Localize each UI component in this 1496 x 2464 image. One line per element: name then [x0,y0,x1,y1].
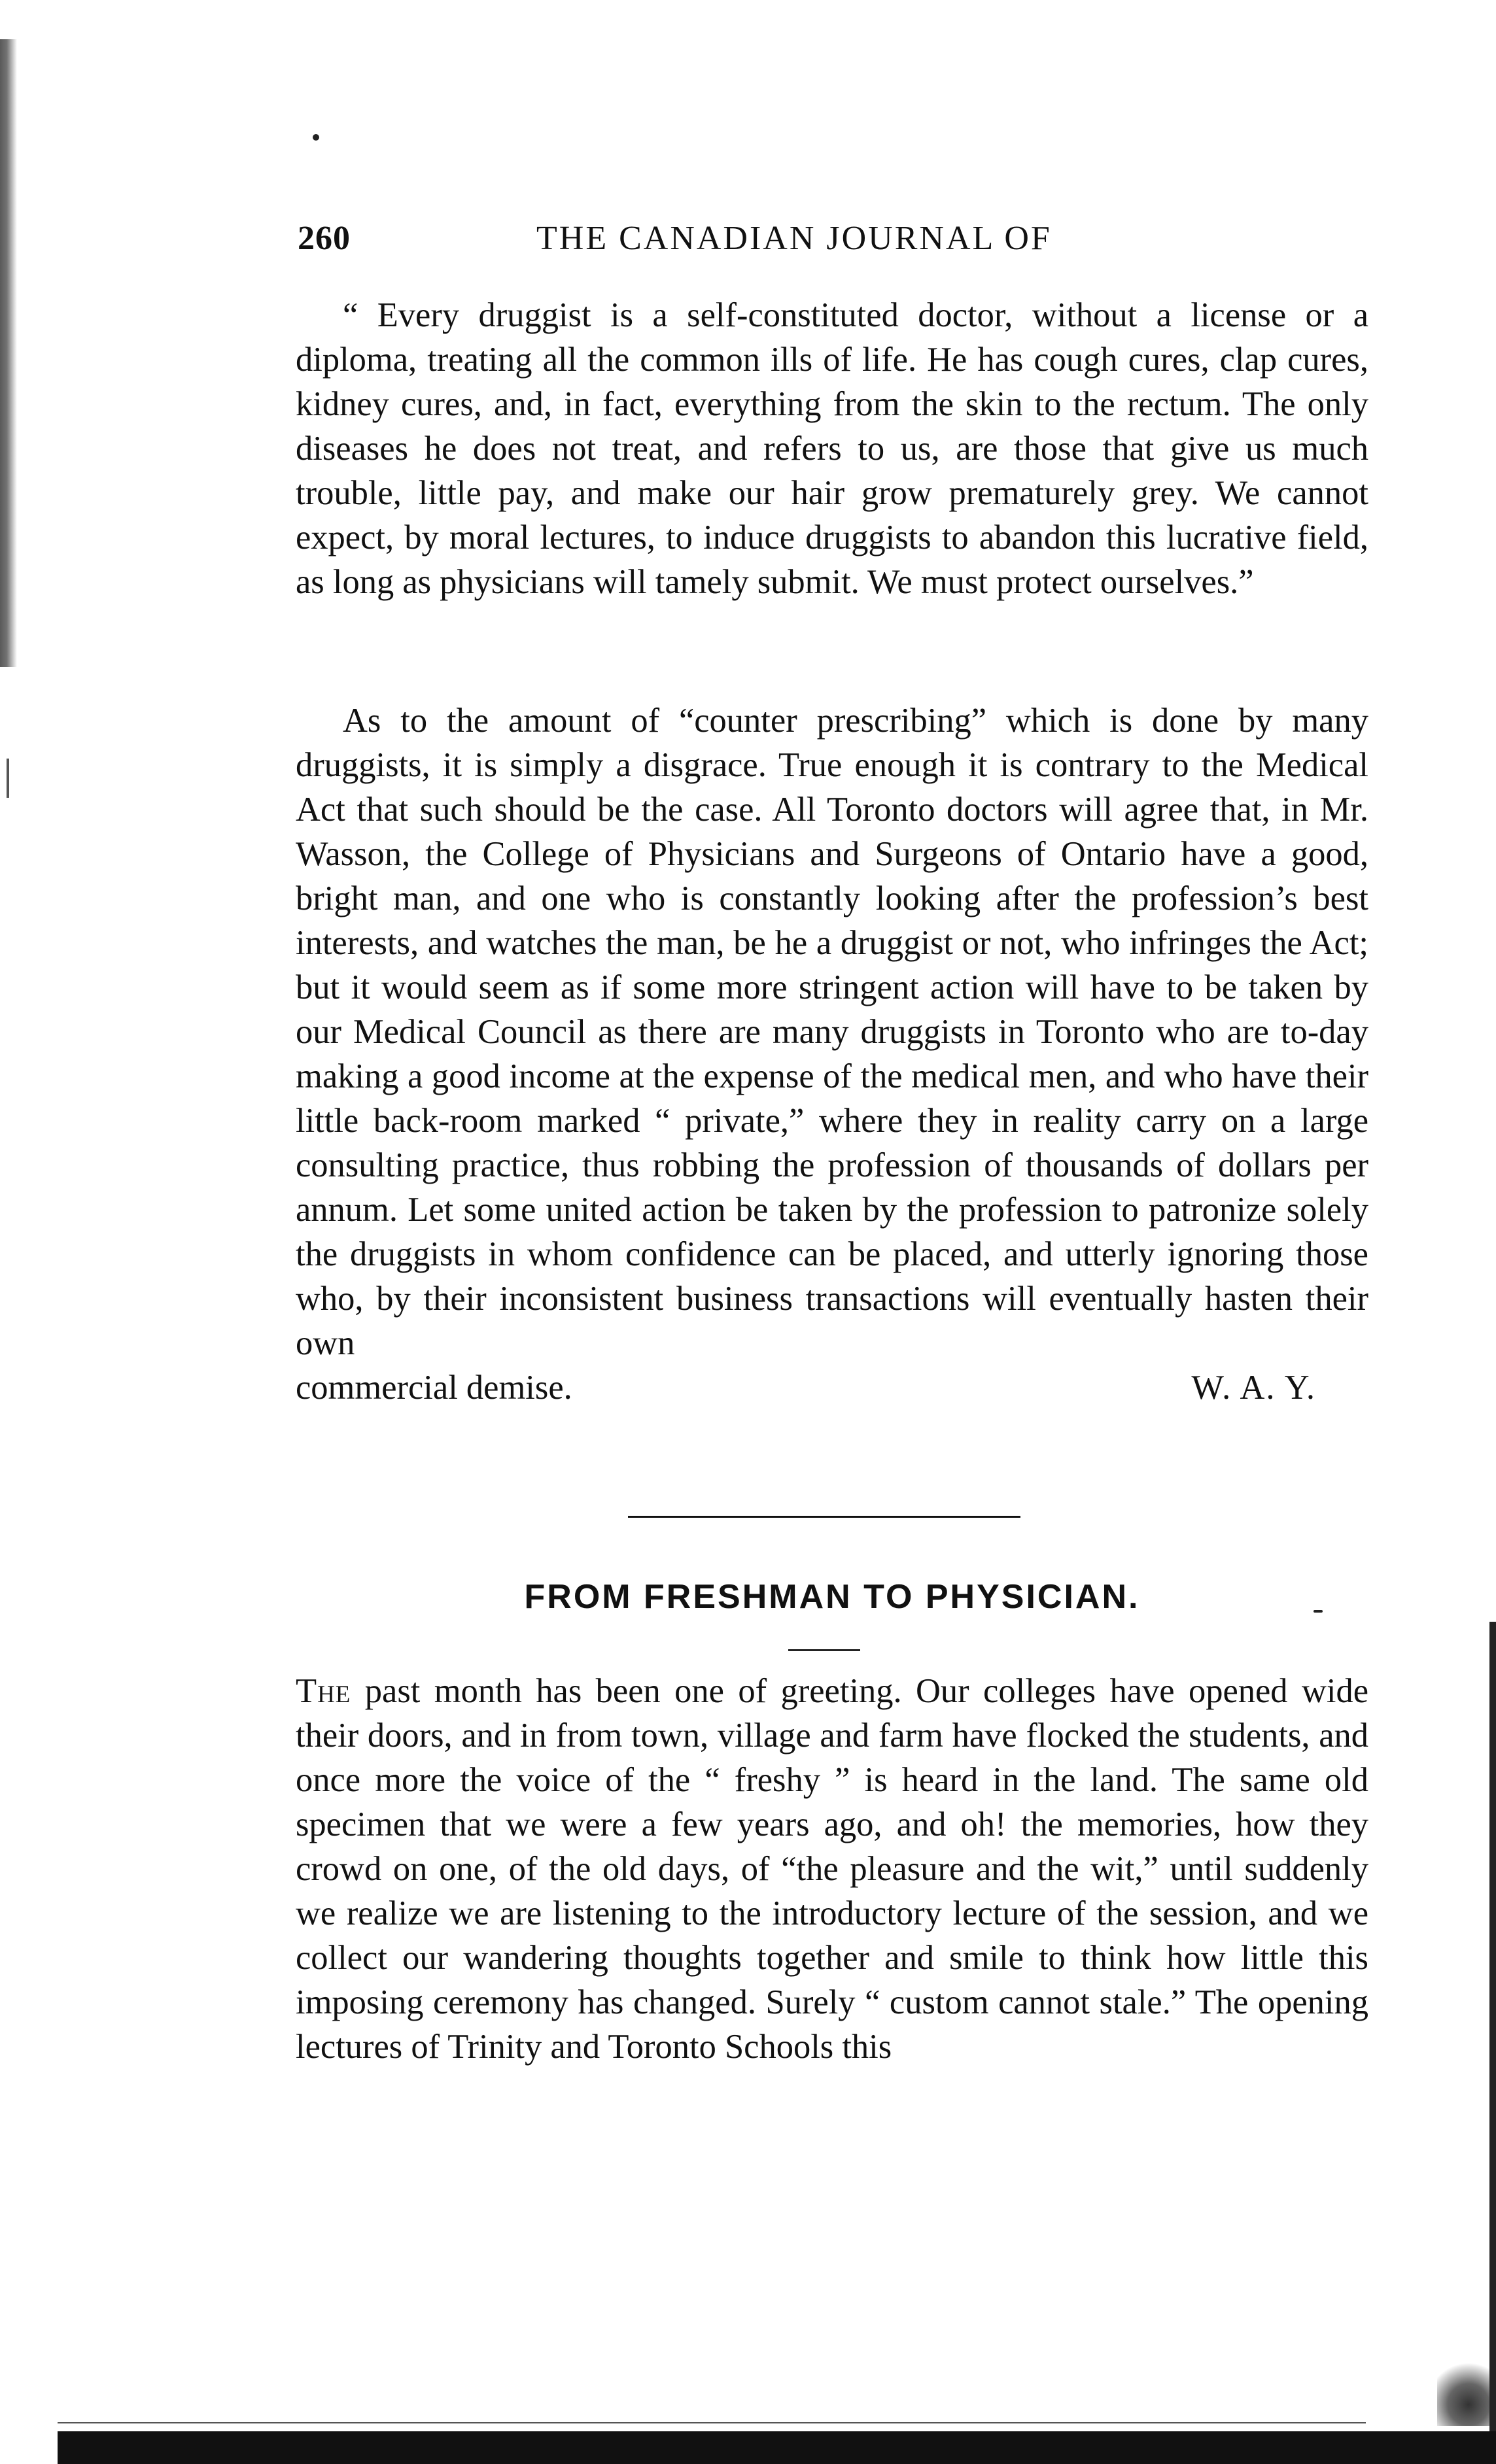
quote-text: “ Every druggist is a self-constituted doctor, without a license or a diploma, treating all the common ills of life. He has cough cures, clap cures, kidney cures, and, in fact, everything from the skin to the rectum. The only diseases he does not treat, and refers to us, are those that give us much trouble, little pay, and make our hair grow prematurely grey. We cannot expect, by moral lectures, to induce druggists to abandon this lucrative field, as long as physicians will tamely submit. We must protect ourselves.” [296,296,1368,601]
page-header [298,219,1370,271]
scan-corner-smudge [1437,2354,1489,2426]
closing-words: commercial demise. [296,1369,572,1407]
editorial-paragraph [296,698,1368,1410]
scan-speck [313,134,319,141]
signoff-line [296,1365,1368,1410]
section-title: FROM FRESHMAN TO PHYSICIAN. [524,1578,1140,1616]
scan-bottom-line [58,2422,1366,2423]
article-body: past month has been one of greeting. Our colleges have opened wide their doors, and in from town, village and farm have flocked the students, and once more the voice of the “ freshy ” is heard in the land. The same old specimen that we were a few years ago, and oh! the memories, how they crowd on one, of the old days, of “the pleasure and the wit,” until suddenly we realize we are listening to the introductory lecture of the session, and we collect our wandering thoughts together and smile to think how little this imposing ceremony has changed. Surely “ custom cannot stale.” The opening lectures of Trinity and Toronto Schools this [296,1672,1368,2066]
scan-edge-shadow [0,39,17,667]
page-number: 260 [298,220,351,257]
article-paragraph [296,1669,1368,2069]
section-divider [628,1516,1020,1518]
running-head: THE CANADIAN JOURNAL OF [536,220,1052,257]
quoted-paragraph [296,293,1368,604]
author-signature: W. A. Y. [1191,1369,1316,1407]
title-underline [788,1649,860,1651]
editorial-text: As to the amount of “counter prescribing” which is done by many druggists, it is simply a disgrace. True enough it is contrary to the Medical Act that such should be the case. All Toronto doctors will agree that, in Mr. Wasson, the College of Physicians and Surgeons of Ontario have a good, bright man, and one who is constantly looking after the profession’s best interests, and watches the man, be he a druggist or not, who infringes the Act; but it would seem as if some more stringent action will have to be taken by our Medical Council as there are many druggists in Toronto who are to-day making a good income at the expense of the medical men, and who have their little back-room marked “ private,” where they in reality carry on a large consulting practice, thus robbing the profession of thousands of dollars per annum. Let some united action be taken by the profession to patronize solely the druggists in whom confidence can be placed, and utterly ignoring those who, by their inconsistent business transactions will eventually hasten their own [296,702,1368,1362]
scan-edge-mark [7,759,9,798]
scan-bottom-bar [58,2431,1496,2464]
scan-edge-right [1489,1622,1496,2464]
article-text [296,1669,1368,2069]
lead-word: The [296,1672,351,1710]
